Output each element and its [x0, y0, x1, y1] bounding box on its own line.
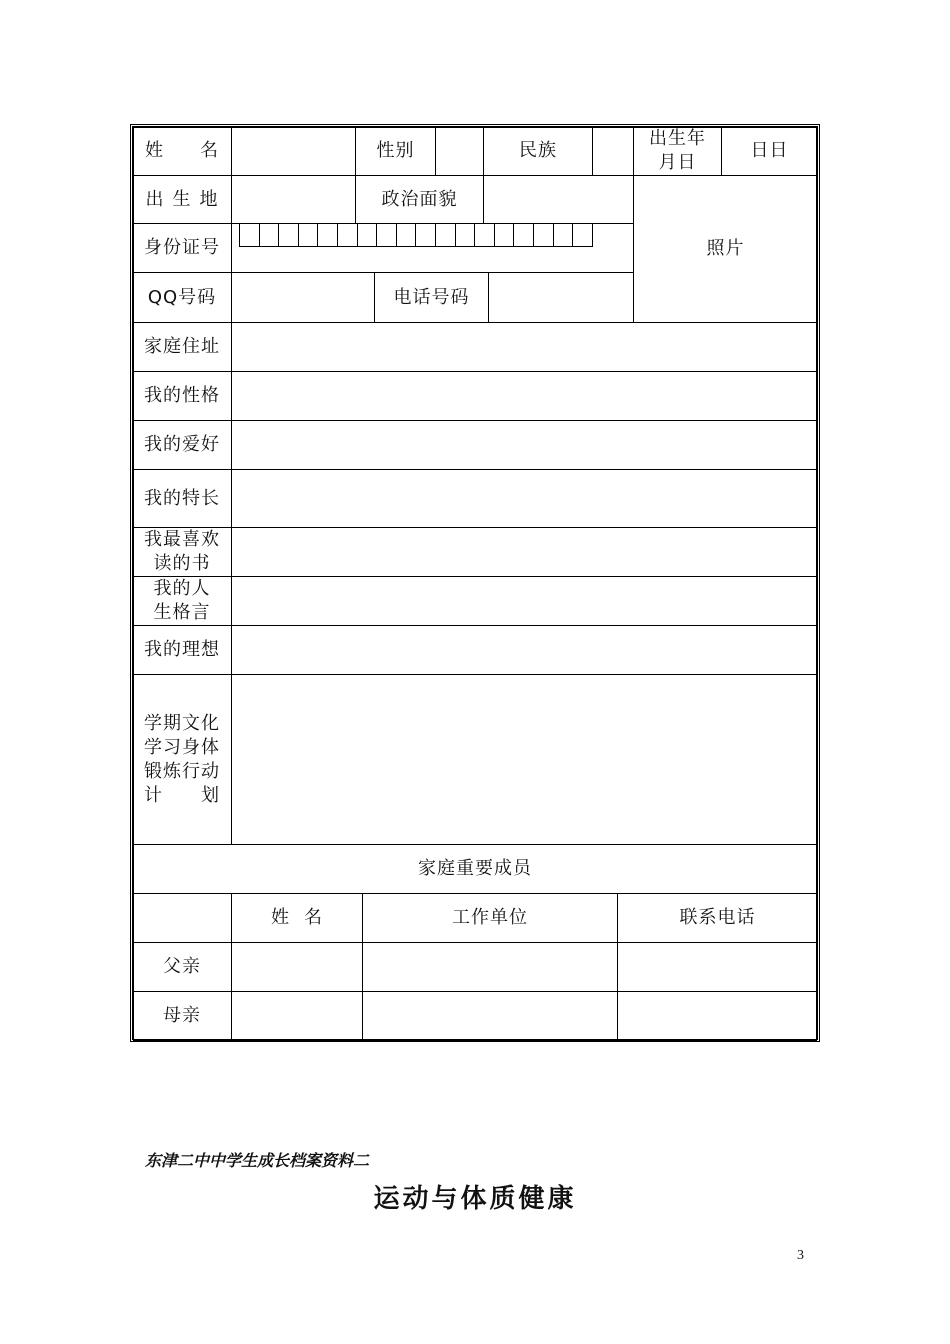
ideal-label: 我的理想	[132, 625, 232, 675]
id-digit-box[interactable]	[337, 223, 358, 247]
family-header-workplace: 工作单位	[362, 893, 618, 943]
id-number-boxes[interactable]	[239, 223, 593, 247]
specialties-field[interactable]	[231, 469, 818, 528]
id-digit-box[interactable]	[572, 223, 593, 247]
political-status-label: 政治面貌	[355, 175, 484, 224]
birthplace-label: 出 生 地	[132, 175, 232, 224]
address-label: 家庭住址	[132, 322, 232, 372]
phone-label: 电话号码	[374, 272, 489, 323]
father-workplace-field[interactable]	[362, 942, 618, 992]
address-field[interactable]	[231, 322, 818, 372]
id-digit-box[interactable]	[474, 223, 495, 247]
favorite-book-label: 我最喜欢读的书	[132, 527, 232, 577]
id-digit-box[interactable]	[553, 223, 574, 247]
id-digit-box[interactable]	[455, 223, 476, 247]
favorite-book-field[interactable]	[231, 527, 818, 577]
birth-date-label: 出生年月日	[633, 126, 722, 176]
semester-plan-field[interactable]	[231, 674, 818, 845]
father-label: 父亲	[132, 942, 232, 992]
qq-field[interactable]	[231, 272, 375, 323]
name-label: 姓 名	[132, 126, 232, 176]
hobbies-label: 我的爱好	[132, 420, 232, 470]
family-header-contact: 联系电话	[617, 893, 818, 943]
qq-label: QQ号码	[132, 272, 232, 323]
ethnicity-field[interactable]	[592, 126, 634, 176]
personality-field[interactable]	[231, 371, 818, 421]
id-digit-box[interactable]	[278, 223, 299, 247]
id-digit-box[interactable]	[239, 223, 260, 247]
specialties-label: 我的特长	[132, 469, 232, 528]
id-digit-box[interactable]	[494, 223, 515, 247]
id-digit-box[interactable]	[298, 223, 319, 247]
family-header-name: 姓 名	[231, 893, 363, 943]
political-status-field[interactable]	[483, 175, 634, 224]
id-number-label: 身份证号	[132, 223, 232, 273]
mother-name-field[interactable]	[231, 991, 363, 1040]
father-contact-field[interactable]	[617, 942, 818, 992]
id-digit-box[interactable]	[317, 223, 338, 247]
id-digit-box[interactable]	[396, 223, 417, 247]
motto-field[interactable]	[231, 576, 818, 626]
section-title: 运动与体质健康	[373, 1184, 577, 1214]
motto-label: 我的人生格言	[132, 576, 232, 626]
father-name-field[interactable]	[231, 942, 363, 992]
mother-label: 母亲	[132, 991, 232, 1040]
mother-contact-field[interactable]	[617, 991, 818, 1040]
gender-label: 性别	[355, 126, 436, 176]
id-digit-box[interactable]	[357, 223, 378, 247]
phone-field[interactable]	[488, 272, 634, 323]
gender-field[interactable]	[435, 126, 484, 176]
ethnicity-label: 民族	[483, 126, 593, 176]
page-number: 3	[797, 1248, 804, 1263]
id-digit-box[interactable]	[415, 223, 436, 247]
photo-box[interactable]: 照片	[633, 175, 818, 323]
semester-plan-label: 学期文化 学习身体 锻炼行动 计 划	[132, 674, 232, 845]
birth-date-field[interactable]: 日日	[721, 126, 818, 176]
hobbies-field[interactable]	[231, 420, 818, 470]
id-digit-box[interactable]	[513, 223, 534, 247]
mother-workplace-field[interactable]	[362, 991, 618, 1040]
id-digit-box[interactable]	[376, 223, 397, 247]
ideal-field[interactable]	[231, 625, 818, 675]
personality-label: 我的性格	[132, 371, 232, 421]
family-members-heading: 家庭重要成员	[132, 844, 818, 894]
birthplace-field[interactable]	[231, 175, 356, 224]
id-digit-box[interactable]	[259, 223, 280, 247]
id-digit-box[interactable]	[435, 223, 456, 247]
archive-title: 东津二中中学生成长档案资料二	[145, 1151, 370, 1170]
name-field[interactable]	[231, 126, 356, 176]
family-header-blank	[132, 893, 232, 943]
id-digit-box[interactable]	[533, 223, 554, 247]
